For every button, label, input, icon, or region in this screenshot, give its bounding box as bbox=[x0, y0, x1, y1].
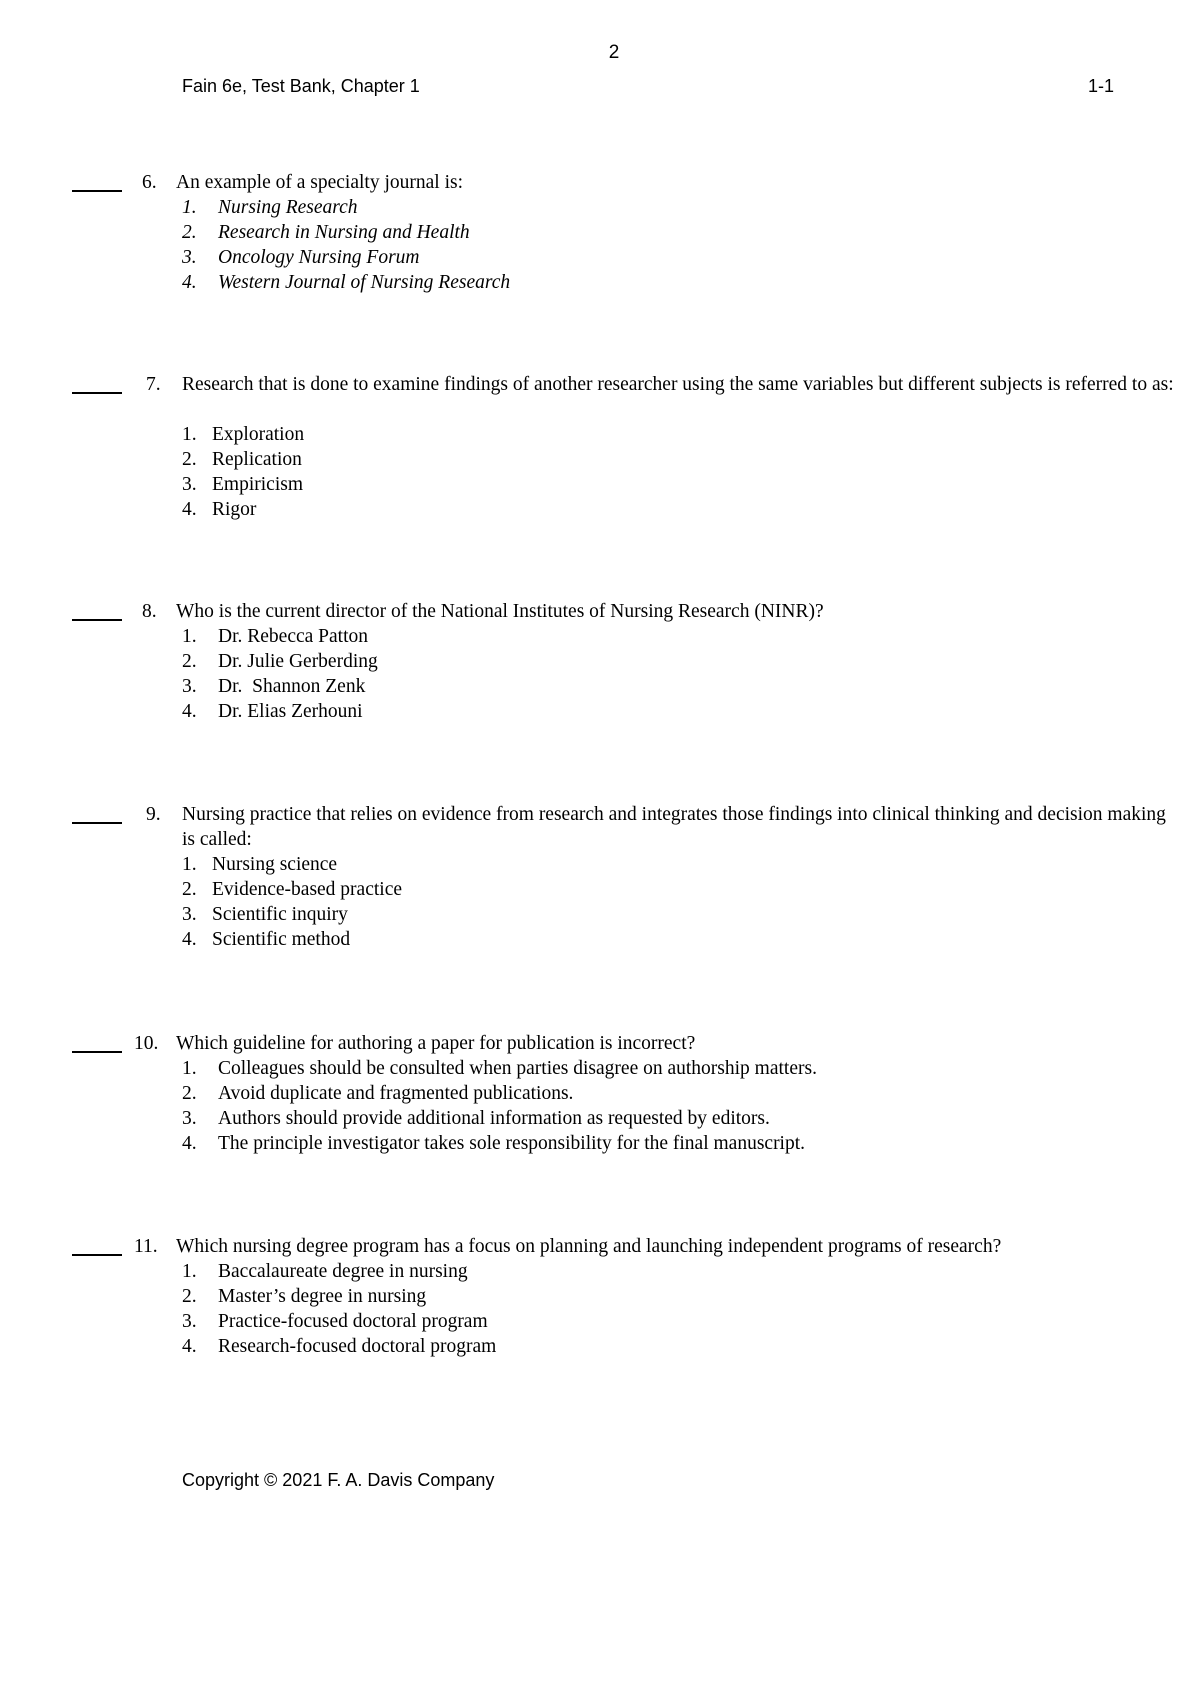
question-number: 11. bbox=[134, 1236, 158, 1257]
question-number: 8. bbox=[142, 601, 157, 622]
answer-blank[interactable] bbox=[72, 1051, 122, 1053]
answer-blank[interactable] bbox=[72, 1254, 122, 1256]
answer-blank[interactable] bbox=[72, 619, 122, 621]
header-section-number: 1-1 bbox=[1088, 76, 1115, 96]
question-text: Nursing practice that relies on evidence from research and integrates those findings into clinical thinking and decision making is called: bbox=[182, 804, 1166, 850]
question-number: 9. bbox=[146, 804, 161, 825]
question-text: Which nursing degree program has a focus on planning and launching independent programs of research? bbox=[176, 1236, 1002, 1257]
question-text: Research that is done to examine findings of another researcher using the same variables but different subjects is referred to as: bbox=[182, 374, 1174, 395]
answer-blank[interactable] bbox=[72, 190, 122, 192]
page-number: 2 bbox=[608, 42, 620, 63]
question-text: Which guideline for authoring a paper for publication is incorrect? bbox=[176, 1033, 696, 1054]
question-number: 6. bbox=[142, 172, 157, 193]
copyright-footer: Copyright © 2021 F. A. Davis Company bbox=[182, 1470, 495, 1490]
answer-blank[interactable] bbox=[72, 822, 122, 824]
question-number: 7. bbox=[146, 374, 161, 395]
answer-blank[interactable] bbox=[72, 392, 122, 394]
header-title: Fain 6e, Test Bank, Chapter 1 bbox=[182, 76, 420, 96]
question-number: 10. bbox=[134, 1033, 159, 1054]
question-text: An example of a specialty journal is: bbox=[176, 172, 463, 193]
question-text: Who is the current director of the National Institutes of Nursing Research (NINR)? bbox=[176, 601, 824, 622]
